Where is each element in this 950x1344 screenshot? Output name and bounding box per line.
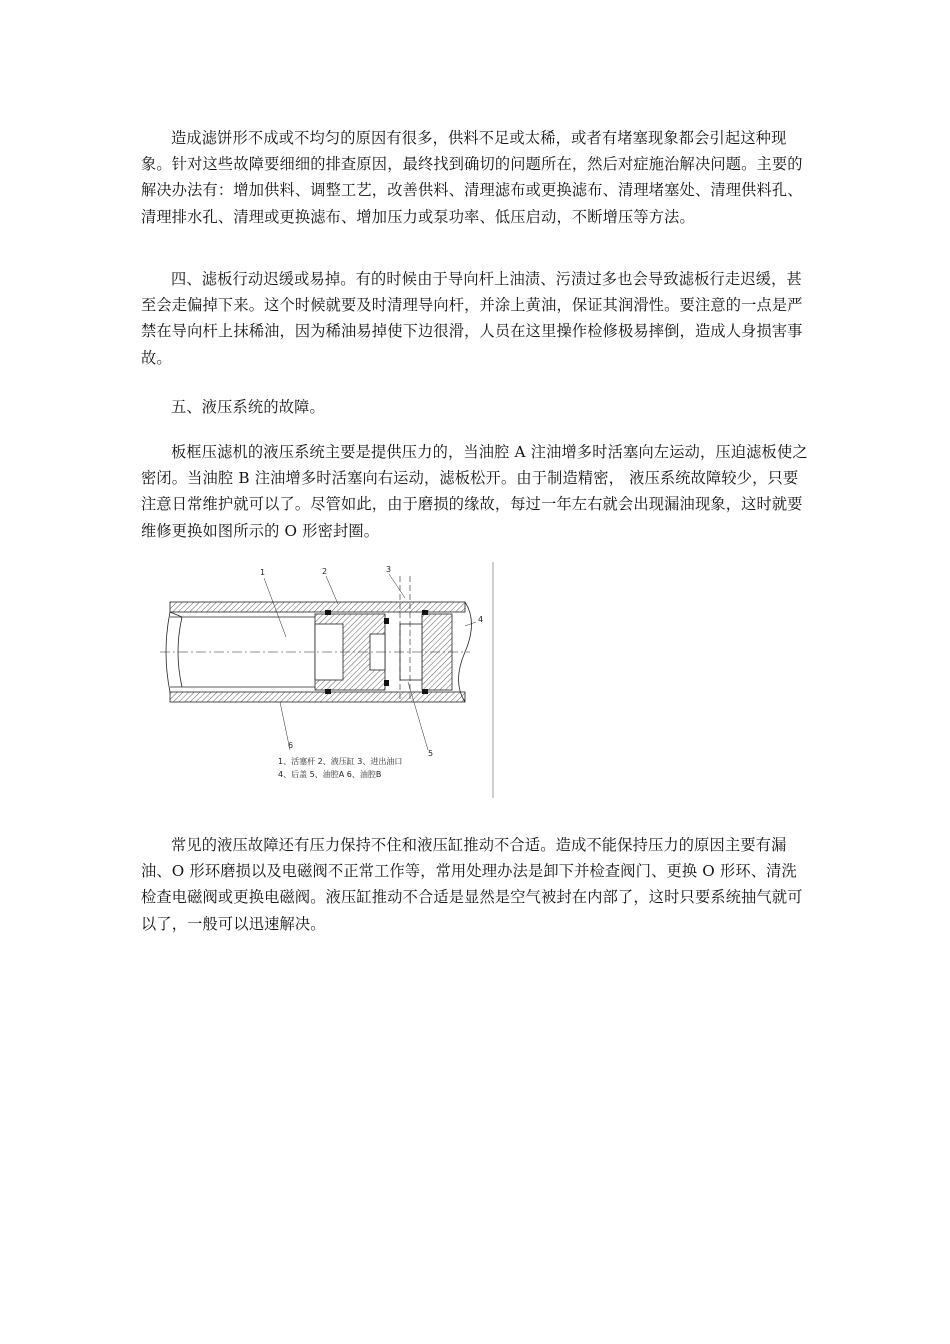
label-3: 3 — [386, 565, 392, 574]
hydraulic-cylinder-diagram — [160, 562, 500, 798]
cylinder-top-wall — [170, 602, 465, 612]
paragraph-hydraulic-system: 板框压滤机的液压系统主要是提供压力的，当油腔 A 注油增多时活塞向左运动，压迫滤板使之密闭。当油腔 B 注油增多时活塞向右运动，滤板松开。由于制造精密， 液压系统故障较少，只要注意日常维护就可以了。尽管如此，由于磨损的缘故，每过一年左右就会出现漏油现象，这时就要维修更换如图所示的 O 形密封圈。 — [141, 443, 808, 540]
paragraph-filter-cake: 造成滤饼形不成或不均匀的原因有很多，供料不足或太稀，或者有堵塞现象都会引起这种现象。针对这些故障要细细的排查原因，最终找到确切的问题所在，然后对症施治解决问题。主要的解决办法有：增加供料、调整工艺，改善供料、清理滤布或更换滤布、清理堵塞处、清理供料孔、清理排水孔、清理或更换滤布、增加压力或泵功率、低压启动，不断增压等方法。 — [141, 129, 803, 226]
label-4: 4 — [478, 615, 484, 624]
figure-legend-line1: 1、活塞杆 2、液压缸 3、进出油口 — [278, 757, 403, 766]
o-ring-seal — [384, 680, 389, 686]
label-5: 5 — [428, 749, 434, 758]
label-6: 6 — [288, 741, 294, 750]
section-heading-hydraulic: 五、液压系统的故障。 — [171, 398, 325, 416]
label-1: 1 — [260, 568, 266, 577]
o-ring-seal — [325, 689, 331, 694]
label-2: 2 — [322, 567, 328, 576]
cylinder-bottom-wall — [170, 692, 465, 702]
o-ring-seal — [325, 610, 331, 615]
figure-legend-line2: 4、后盖 5、油腔A 6、油腔B — [278, 770, 382, 779]
paragraph-hydraulic-faults: 常见的液压故障还有压力保持不住和液压缸推动不合适。造成不能保持压力的原因主要有漏油、O 形环磨损以及电磁阀不正常工作等，常用处理办法是卸下并检查阀门、更换 O 形环、清洗检查电磁阀或更换电磁阀。液压缸推动不合适是显然是空气被封在内部了，这时只要系统抽气就可以了，一般可以迅速解决。 — [141, 836, 803, 933]
paragraph-filter-plate: 四、滤板行动迟缓或易掉。有的时候由于导向杆上油渍、污渍过多也会导致滤板行走迟缓，甚至会走偏掉下来。这个时候就要及时清理导向杆，并涂上黄油，保证其润滑性。要注意的一点是严禁在导向杆上抹稀油，因为稀油易掉使下边很滑，人员在这里操作检修极易摔倒，造成人身损害事故。 — [141, 270, 803, 367]
o-ring-seal — [384, 618, 389, 624]
